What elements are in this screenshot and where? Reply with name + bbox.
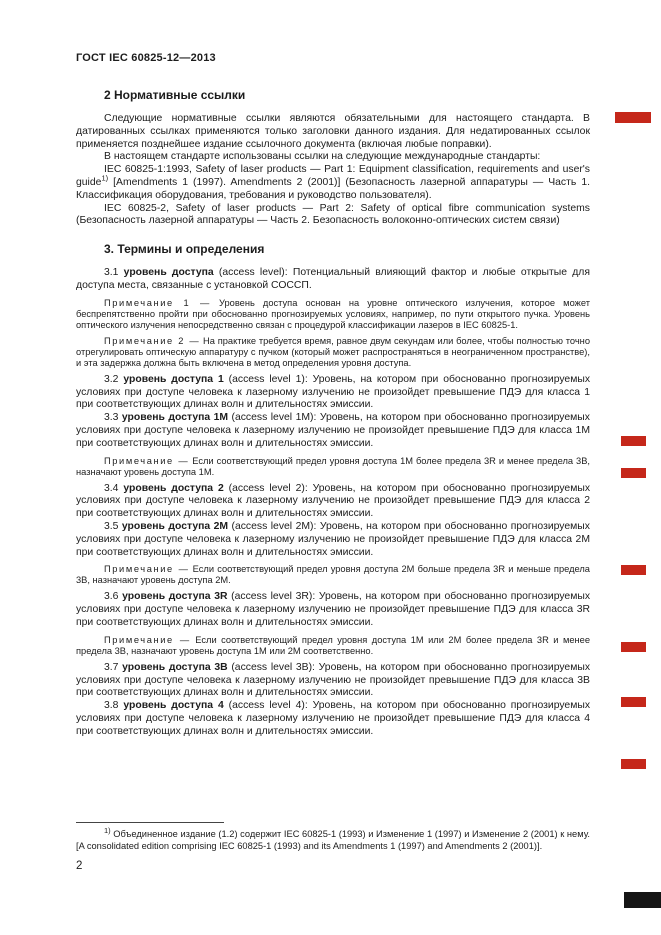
definition-number: 3.6 [104, 591, 119, 603]
note-text: Если соответствующий предел уровня доступа 2М больше предела 3R и меньше предела 3В, назначают уровень доступа 2М. [76, 564, 590, 586]
definition-text: Уровень, на котором при обоснованно прогнозируемых условиях при доступе человека к лазерному излучению не произойдет превышение ПДЭ для класса 4 при соответствующих длинах волн и длительностях эмиссии. [76, 700, 591, 737]
definition-term-en: (access level 2M): [231, 520, 317, 532]
note-after-3-3 [76, 456, 590, 478]
note-label: Примечание 2 — [104, 335, 201, 346]
note-text: Уровень доступа основан на уровне оптического излучения, которое может беспрепятственно пройти при обоснованно прогнозируемых условиях, например, по пути открытого пучка. Уровень оптического излучения непосредственно связан с процедурой классификации лазеров в IEC 60825-1. [76, 297, 590, 330]
section-2-paragraph-2: В настоящем стандарте использованы ссылки на следующие международные стандарты: [104, 151, 541, 163]
definition-number: 3.7 [104, 661, 119, 673]
definition-text: Уровень, на котором при обоснованно прогнозируемых условиях при доступе человека к лазерному излучению не произойдет превышение ПДЭ для класса 2М при соответствующих длинах волн и длительностях эмиссии. [76, 520, 590, 558]
definition-term: уровень доступа 3В [122, 661, 228, 673]
definition-term: уровень доступа 2 [123, 482, 224, 494]
note-text: На практике требуется время, равное двум секундам или более, чтобы полностью точно отрегулировать оптическую аппаратуру с пучком (который может распространяться в неограниченном пространстве), и эта задержка должна быть включена в метод определения уровня доступа. [76, 335, 590, 368]
page-number: 2 [76, 860, 83, 872]
red-highlight-marker [621, 759, 646, 769]
definition-3-2 [76, 374, 590, 412]
footnote-reference-mark: 1) [101, 173, 109, 183]
definition-term: уровень доступа 1 [123, 373, 224, 385]
definition-term: уровень доступа 2М [121, 520, 229, 532]
reference-iec-60825-1 [76, 164, 590, 202]
note-after-3-6 [76, 635, 590, 657]
red-highlight-marker [615, 112, 651, 123]
definition-number: 3.2 [104, 373, 119, 385]
definition-term-en: (access level): [218, 267, 288, 279]
definition-term-en: (access level 4): [228, 700, 308, 712]
definition-term: уровень доступа [123, 267, 214, 279]
reference-text-continued: [Amendments 1 (1997). Amendments 2 (2001)] (Безопасность лазерной аппаратуры — Часть 1. Классификация оборудования, требования и руководство пользователя). [76, 176, 590, 201]
red-highlight-marker [621, 436, 646, 446]
definition-number: 3.5 [104, 520, 119, 532]
red-highlight-marker [621, 697, 646, 707]
definition-3-5 [76, 521, 590, 559]
note-2 [76, 336, 590, 369]
definition-term: уровень доступа 3R [122, 591, 228, 603]
definition-3-8 [76, 700, 590, 738]
red-highlight-marker [621, 468, 646, 478]
section-2-heading: 2 Нормативные ссылки [104, 88, 246, 102]
definition-term: уровень доступа 1М [121, 412, 229, 424]
definition-3-6 [76, 591, 590, 629]
note-text: Если соответствующий предел уровня доступа 1М или 2М более предела 3R и менее предела 3В, назначают уровень доступа 1М или 2М соответственно. [76, 634, 590, 656]
definition-term-en: (access level 1M): [231, 412, 317, 424]
note-text: Если соответствующий предел уровня доступа 1М более предела 3R и менее предела 3В, назначают уровень доступа 1М. [76, 455, 590, 477]
footnote-area [76, 822, 590, 852]
section-3-heading: 3. Термины и определения [104, 242, 265, 257]
definition-number: 3.3 [104, 412, 119, 424]
black-edge-mark [624, 892, 661, 908]
definition-text: Уровень, на котором при обоснованно прогнозируемых условиях при доступе человека к лазерному излучению не произойдет превышение ПДЭ для класса 3В при соответствующих длинах волн и длительностях эмиссии. [76, 661, 591, 699]
definition-text: Уровень, на котором при обоснованно прогнозируемых условиях при доступе человека к лазерному излучению не произойдет превышение ПДЭ для класса 3R при соответствующих длинах волн и длительностях эмиссии. [76, 591, 591, 628]
footnote-number: 1) [104, 825, 111, 835]
note-label: Примечание — [104, 455, 190, 466]
definition-text: Потенциальный влияющий фактор и любые открытые для доступа места, связанные с установкой СОССП. [76, 267, 590, 291]
red-highlight-marker [621, 642, 646, 652]
definition-text: Уровень, на котором при обоснованно прогнозируемых условиях при доступе человека к лазерному излучению не произойдет превышение ПДЭ для класса 1М при соответствующих длинах волн и длительностях эмиссии. [76, 412, 590, 449]
reference-iec-60825-2: IEC 60825-2, Safety of laser products — Part 2: Safety of optical fibre communication systems (Безопасность лазерной аппаратуры — Часть 2. Безопасность волоконно-оптических систем связи) [76, 202, 590, 227]
definition-number: 3.8 [104, 700, 119, 712]
definition-term-en: (access level 3B): [231, 661, 315, 673]
footnote-body: Объединенное издание (1.2) содержит IEC 60825-1 (1993) и Изменение 1 (1997) и Изменение 2 (2001) к нему. [A consolidated edition comprising IEC 60825-1 (1993) and its Amendments 1 (1997) and Amendments 2 (2001)]. [76, 829, 590, 851]
definition-3-4 [76, 483, 590, 521]
note-label: Примечание — [104, 564, 190, 575]
page-content [76, 52, 590, 739]
definition-term: уровень доступа 4 [123, 700, 224, 712]
definition-number: 3.1 [104, 267, 119, 279]
definition-3-3 [76, 412, 590, 450]
definition-term-en: (access level 2): [228, 482, 308, 494]
definition-term-en: (access level 1): [228, 373, 308, 385]
note-1 [76, 298, 590, 331]
note-after-3-5 [76, 564, 590, 586]
definition-text: Уровень, на котором при обоснованно прогнозируемых условиях при доступе человека к лазерному излучению не произойдет превышение ПДЭ для класса 2 при соответствующих длинах волн и длительностях эмиссии. [76, 482, 591, 520]
red-highlight-marker [621, 565, 646, 575]
reference-text: IEC 60825-1:1993, Safety of laser products — Part 1: Equipment classification, requirements and user's guide [76, 164, 590, 188]
note-label: Примечание 1 — [104, 297, 211, 308]
footnote-separator [76, 822, 224, 823]
note-label: Примечание — [104, 634, 191, 645]
footnote-text [76, 825, 590, 852]
definition-text: Уровень, на котором при обоснованно прогнозируемых условиях при доступе человека к лазерному излучению не произойдет превышение ПДЭ для класса 1 при соответствующих длинах волн и длительностях эмиссии. [76, 373, 591, 411]
definition-term-en: (access level 3R): [231, 591, 316, 603]
definition-3-7 [76, 662, 590, 700]
definition-number: 3.4 [104, 482, 119, 494]
definition-3-1 [76, 267, 590, 293]
doc-header: ГОСТ IEC 60825-12—2013 [76, 52, 216, 64]
section-2-paragraph-1: Следующие нормативные ссылки являются обязательными для настоящего стандарта. В датированных ссылках применяются только заголовки данного издания. Для недатированных ссылок применяется позднейшее издание ссылочного документа (включая любые поправки). [76, 113, 590, 150]
